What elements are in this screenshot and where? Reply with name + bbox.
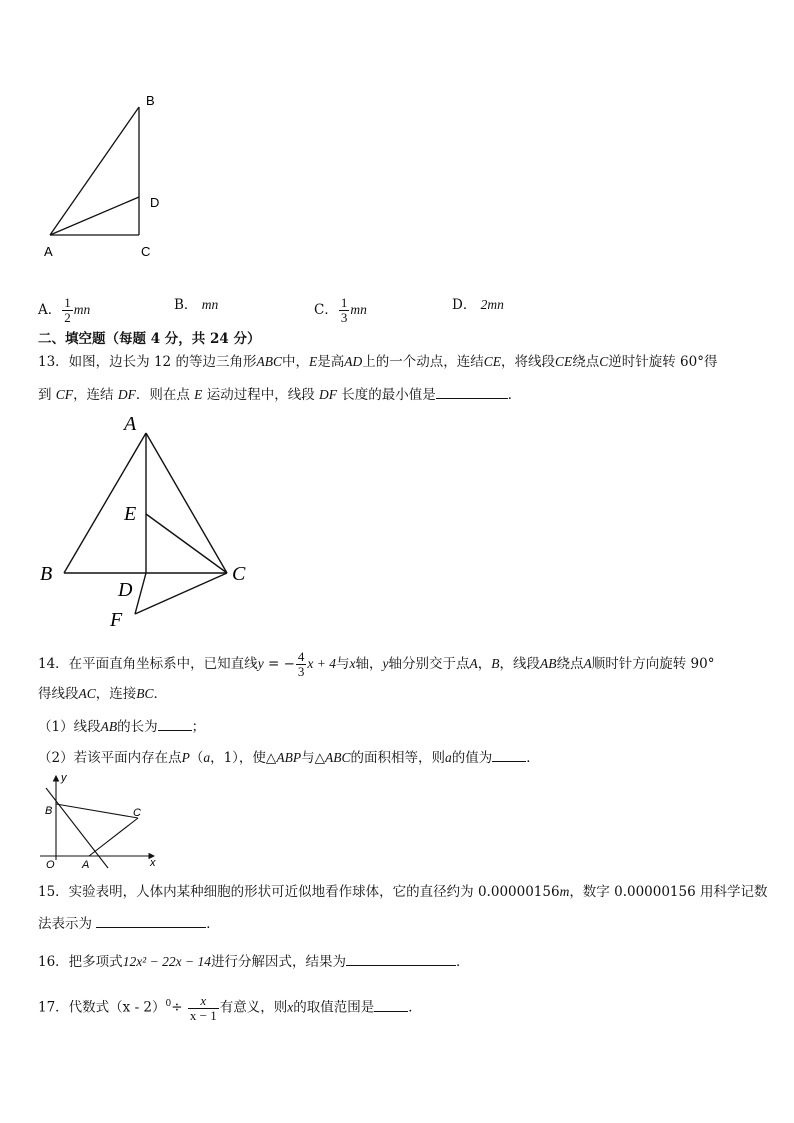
option-a-tail: mn [73,302,91,317]
fig2-label-f: F [110,609,123,631]
q17-answer-blank[interactable] [374,997,408,1012]
section-title: 二、填空题（每题 4 分，共 24 分） [38,331,261,347]
q15-line2: 法表示为 ． [38,913,220,934]
fig2-label-e: E [124,503,137,525]
figure-equilateral-triangle [34,408,264,633]
option-c-fraction: $\frac{1}{3}$ [340,295,348,325]
fig3-label-a: A [82,859,90,870]
q17-line: 17．代数式（x - 2）$^0$÷ $\frac{x}{x - 1}$ 有意义，则x的取值范围是 ． [38,992,422,1023]
option-a-label: A． [38,302,62,318]
fig1-label-c: C [141,244,151,259]
fig2-label-a: A [124,413,137,435]
q14-slope-fraction: $\frac{4}{3}$ [297,649,305,679]
option-a[interactable] [38,296,90,325]
q14-sub1: （1）线段AB的长为 ； [38,716,205,737]
fig3-label-x: x [150,857,156,869]
option-b-text: mn [201,297,219,312]
q14-sub2: （2）若该平面内存在点P（a，1），使△ABP与△ABC的面积相等，则a的值为 ． [38,747,540,768]
q13-answer-blank[interactable] [436,384,508,399]
fig3-label-c: C [133,807,141,819]
fig2-label-c: C [232,563,246,585]
fig3-label-b: B [45,805,53,817]
option-c-tail: mn [350,302,367,317]
option-d-text: 2mn [480,297,504,312]
fig3-label-o: O [46,859,55,870]
option-d[interactable] [452,295,504,315]
q13-line1: 13．如图，边长为 12 的等边三角形ABC中，E是高AD上的一个动点，连结CE，将线段CE绕点C逆时针旋转 60°得 [38,354,718,370]
figure-coordinate-plane [36,770,166,870]
q16-polynomial: 12x² − 22x − 14 [122,954,211,969]
fig2-label-b: B [40,563,53,585]
option-b-label: B． [174,297,198,313]
fig2-label-d: D [118,579,133,601]
q15-line1: 15．实验表明，人体内某种细胞的形状可近似地看作球体，它的直径约为 0.00000156m，数字 0.00000156 用科学记数 [38,884,768,900]
q17-fraction: $\frac{x}{x - 1}$ [189,992,217,1023]
q12-options [38,290,758,326]
figure-triangle-abcd [36,86,176,266]
option-b[interactable] [174,295,218,315]
option-a-fraction: $\frac{1}{2}$ [64,295,71,325]
fig1-label-d: D [150,195,160,210]
option-d-label: D． [452,297,477,313]
option-c[interactable] [314,296,367,325]
q16-answer-blank[interactable] [346,951,456,966]
q13-line2: 到 CF，连结 DF．则在点 E 运动过程中，线段 DF 长度的最小值是 ． [38,384,521,405]
q14-sub2-answer-blank[interactable] [492,747,526,762]
option-c-label: C． [314,302,338,318]
q14-line1: 14．在平面直角坐标系中，已知直线y = − $\frac{4}{3}$ x + 4与x轴，y轴分别交于点A，B，线段AB绕点A顺时针方向旋转 90° [38,649,715,679]
q14-sub1-answer-blank[interactable] [158,716,192,731]
fig3-label-y: y [61,772,67,784]
fig1-label-a: A [44,244,53,259]
q14-line2: 得线段AC，连接BC． [38,686,168,702]
q15-answer-blank[interactable] [96,913,206,928]
fig1-label-b: B [146,93,155,108]
q16-line: 16．把多项式12x² − 22x − 14进行分解因式，结果为 ． [38,951,469,972]
